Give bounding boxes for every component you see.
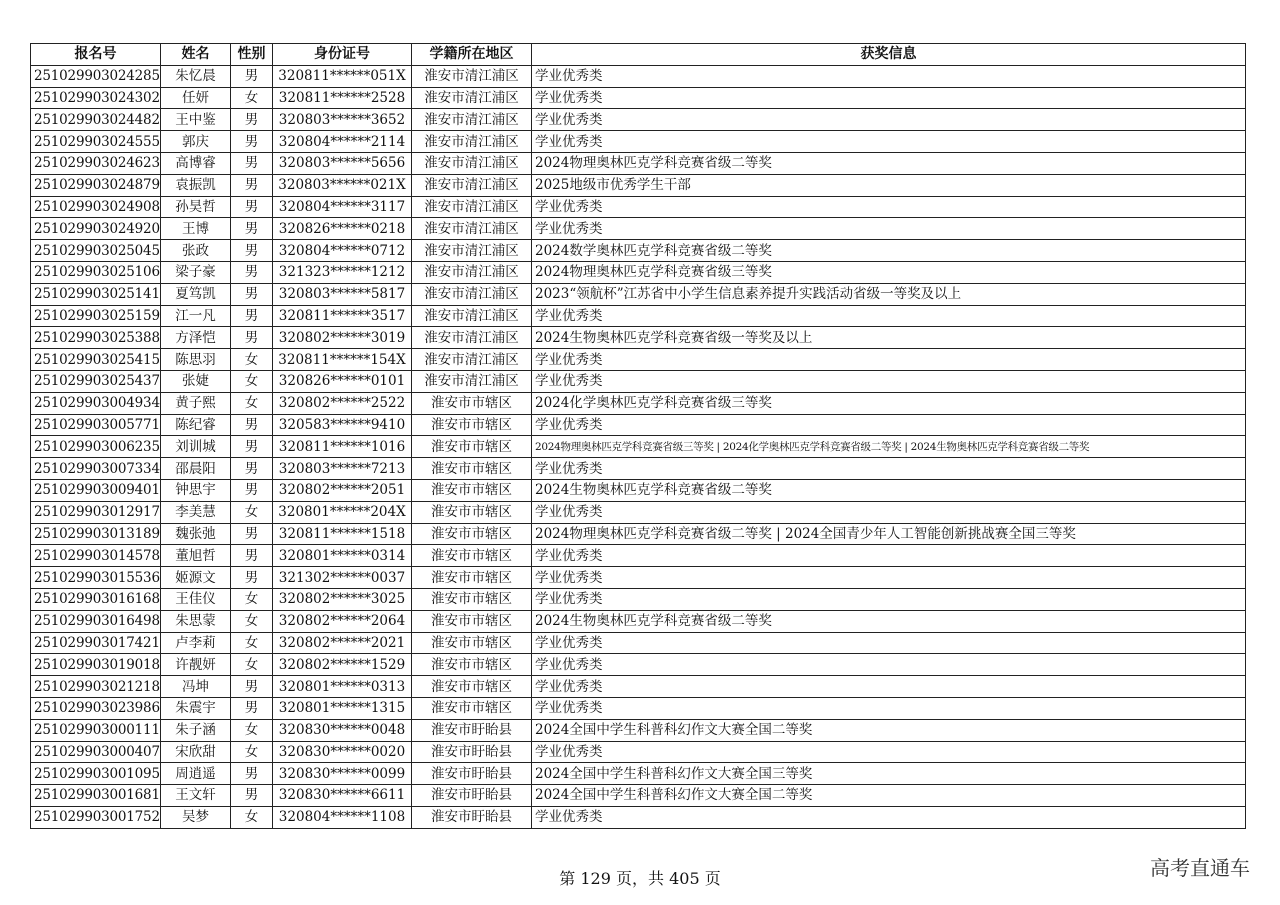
cell-name: 郭庆 (161, 131, 231, 153)
cell-region: 淮安市市辖区 (412, 588, 532, 610)
cell-registration-no: 251029903023986 (31, 697, 161, 719)
header-registration-no: 报名号 (31, 44, 161, 66)
cell-registration-no: 251029903024482 (31, 109, 161, 131)
cell-region: 淮安市清江浦区 (412, 65, 532, 87)
cell-region: 淮安市市辖区 (412, 654, 532, 676)
table-row (31, 610, 1246, 632)
cell-name: 王博 (161, 218, 231, 240)
cell-registration-no: 251029903024879 (31, 174, 161, 196)
table-body (31, 65, 1246, 828)
cell-name: 刘训城 (161, 436, 231, 458)
cell-name: 王中鉴 (161, 109, 231, 131)
cell-registration-no: 251029903024623 (31, 152, 161, 174)
cell-registration-no: 251029903005771 (31, 414, 161, 436)
cell-region: 淮安市市辖区 (412, 610, 532, 632)
cell-registration-no: 251029903012917 (31, 501, 161, 523)
cell-registration-no: 251029903000111 (31, 719, 161, 741)
cell-sex: 女 (231, 719, 273, 741)
cell-award: 学业优秀类 (532, 196, 1246, 218)
cell-region: 淮安市盱眙县 (412, 785, 532, 807)
table-row (31, 349, 1246, 371)
table-row (31, 196, 1246, 218)
cell-registration-no: 251029903024555 (31, 131, 161, 153)
cell-name: 张政 (161, 240, 231, 262)
cell-registration-no: 251029903001752 (31, 806, 161, 828)
table-row (31, 632, 1246, 654)
cell-id-card: 320802******2021 (273, 632, 412, 654)
cell-award: 2024生物奥林匹克学科竞赛省级一等奖及以上 (532, 327, 1246, 349)
table-row (31, 436, 1246, 458)
cell-region: 淮安市市辖区 (412, 479, 532, 501)
cell-id-card: 320801******204X (273, 501, 412, 523)
table-row (31, 174, 1246, 196)
cell-id-card: 320583******9410 (273, 414, 412, 436)
cell-region: 淮安市清江浦区 (412, 131, 532, 153)
cell-name: 邵晨阳 (161, 458, 231, 480)
cell-award: 2025地级市优秀学生干部 (532, 174, 1246, 196)
cell-name: 高博睿 (161, 152, 231, 174)
cell-name: 朱忆晨 (161, 65, 231, 87)
cell-award: 学业优秀类 (532, 697, 1246, 719)
table-row (31, 414, 1246, 436)
cell-name: 魏张弛 (161, 523, 231, 545)
table-row (31, 697, 1246, 719)
cell-name: 卢李莉 (161, 632, 231, 654)
cell-region: 淮安市清江浦区 (412, 174, 532, 196)
cell-sex: 女 (231, 87, 273, 109)
watermark-logo: 高考直通车 (1150, 856, 1250, 880)
cell-sex: 女 (231, 610, 273, 632)
cell-sex: 男 (231, 174, 273, 196)
cell-region: 淮安市清江浦区 (412, 349, 532, 371)
cell-award: 2024全国中学生科普科幻作文大赛全国二等奖 (532, 719, 1246, 741)
cell-award: 学业优秀类 (532, 632, 1246, 654)
cell-sex: 男 (231, 65, 273, 87)
cell-region: 淮安市盱眙县 (412, 806, 532, 828)
cell-region: 淮安市盱眙县 (412, 741, 532, 763)
cell-registration-no: 251029903025159 (31, 305, 161, 327)
cell-award: 学业优秀类 (532, 676, 1246, 698)
cell-registration-no: 251029903007334 (31, 458, 161, 480)
cell-award: 2024化学奥林匹克学科竞赛省级三等奖 (532, 392, 1246, 414)
header-name: 姓名 (161, 44, 231, 66)
cell-id-card: 320811******2528 (273, 87, 412, 109)
header-id-card: 身份证号 (273, 44, 412, 66)
cell-award: 2024物理奥林匹克学科竞赛省级二等奖 | 2024全国青少年人工智能创新挑战赛全国三等奖 (532, 523, 1246, 545)
header-award: 获奖信息 (532, 44, 1246, 66)
table-row (31, 283, 1246, 305)
cell-region: 淮安市清江浦区 (412, 305, 532, 327)
cell-name: 方泽恺 (161, 327, 231, 349)
cell-sex: 男 (231, 436, 273, 458)
cell-name: 袁振凯 (161, 174, 231, 196)
cell-award: 2024物理奥林匹克学科竞赛省级二等奖 (532, 152, 1246, 174)
cell-id-card: 320802******3019 (273, 327, 412, 349)
cell-sex: 男 (231, 414, 273, 436)
cell-id-card: 320801******1315 (273, 697, 412, 719)
cell-sex: 男 (231, 479, 273, 501)
cell-sex: 男 (231, 109, 273, 131)
cell-sex: 男 (231, 261, 273, 283)
cell-region: 淮安市市辖区 (412, 523, 532, 545)
cell-award: 2024全国中学生科普科幻作文大赛全国三等奖 (532, 763, 1246, 785)
cell-sex: 男 (231, 523, 273, 545)
cell-sex: 男 (231, 545, 273, 567)
cell-sex: 男 (231, 240, 273, 262)
cell-id-card: 320801******0314 (273, 545, 412, 567)
cell-sex: 男 (231, 152, 273, 174)
cell-registration-no: 251029903025045 (31, 240, 161, 262)
cell-id-card: 320803******021X (273, 174, 412, 196)
cell-region: 淮安市盱眙县 (412, 719, 532, 741)
cell-id-card: 320801******0313 (273, 676, 412, 698)
cell-region: 淮安市清江浦区 (412, 283, 532, 305)
cell-id-card: 320802******1529 (273, 654, 412, 676)
cell-registration-no: 251029903024302 (31, 87, 161, 109)
cell-id-card: 320830******6611 (273, 785, 412, 807)
cell-id-card: 320811******1016 (273, 436, 412, 458)
cell-award: 学业优秀类 (532, 501, 1246, 523)
table-row (31, 87, 1246, 109)
cell-registration-no: 251029903025437 (31, 370, 161, 392)
cell-registration-no: 251029903024908 (31, 196, 161, 218)
cell-region: 淮安市清江浦区 (412, 261, 532, 283)
cell-name: 张婕 (161, 370, 231, 392)
table-row (31, 218, 1246, 240)
cell-region: 淮安市市辖区 (412, 632, 532, 654)
page-number: 第 129 页，共 405 页 (559, 869, 721, 888)
cell-sex: 男 (231, 676, 273, 698)
cell-registration-no: 251029903025106 (31, 261, 161, 283)
cell-id-card: 320803******5817 (273, 283, 412, 305)
table-row (31, 65, 1246, 87)
cell-award: 2024物理奥林匹克学科竞赛省级三等奖 | 2024化学奥林匹克学科竞赛省级二等奖 | 2024生物奥林匹克学科竞赛省级二等奖 (532, 436, 1246, 458)
cell-registration-no: 251029903000407 (31, 741, 161, 763)
cell-id-card: 320811******1518 (273, 523, 412, 545)
cell-name: 董旭哲 (161, 545, 231, 567)
table-row (31, 588, 1246, 610)
cell-name: 李美慧 (161, 501, 231, 523)
cell-award: 学业优秀类 (532, 654, 1246, 676)
cell-id-card: 320804******1108 (273, 806, 412, 828)
table-row (31, 763, 1246, 785)
cell-sex: 女 (231, 632, 273, 654)
cell-region: 淮安市市辖区 (412, 501, 532, 523)
cell-region: 淮安市市辖区 (412, 545, 532, 567)
cell-id-card: 320803******3652 (273, 109, 412, 131)
table-row (31, 305, 1246, 327)
cell-id-card: 320803******5656 (273, 152, 412, 174)
table-row (31, 676, 1246, 698)
cell-registration-no: 251029903014578 (31, 545, 161, 567)
table-row (31, 392, 1246, 414)
table-row (31, 327, 1246, 349)
cell-region: 淮安市市辖区 (412, 436, 532, 458)
cell-registration-no: 251029903017421 (31, 632, 161, 654)
cell-id-card: 320830******0020 (273, 741, 412, 763)
cell-registration-no: 251029903015536 (31, 567, 161, 589)
cell-name: 孙昊哲 (161, 196, 231, 218)
table-row (31, 567, 1246, 589)
cell-registration-no: 251029903001095 (31, 763, 161, 785)
cell-name: 钟思宇 (161, 479, 231, 501)
cell-id-card: 320826******0101 (273, 370, 412, 392)
cell-region: 淮安市清江浦区 (412, 87, 532, 109)
roster-table (30, 43, 1246, 829)
cell-region: 淮安市清江浦区 (412, 218, 532, 240)
cell-award: 学业优秀类 (532, 370, 1246, 392)
cell-registration-no: 251029903009401 (31, 479, 161, 501)
cell-name: 许靓妍 (161, 654, 231, 676)
cell-sex: 男 (231, 218, 273, 240)
cell-award: 学业优秀类 (532, 588, 1246, 610)
cell-id-card: 320811******3517 (273, 305, 412, 327)
table-row (31, 109, 1246, 131)
cell-name: 梁子豪 (161, 261, 231, 283)
cell-award: 学业优秀类 (532, 109, 1246, 131)
cell-award: 学业优秀类 (532, 131, 1246, 153)
cell-id-card: 320804******2114 (273, 131, 412, 153)
table-row (31, 501, 1246, 523)
cell-award: 2024生物奥林匹克学科竞赛省级二等奖 (532, 610, 1246, 632)
cell-id-card: 320802******2522 (273, 392, 412, 414)
table-row (31, 479, 1246, 501)
cell-award: 2024全国中学生科普科幻作文大赛全国二等奖 (532, 785, 1246, 807)
cell-sex: 女 (231, 349, 273, 371)
cell-sex: 男 (231, 196, 273, 218)
cell-sex: 女 (231, 588, 273, 610)
cell-registration-no: 251029903016498 (31, 610, 161, 632)
cell-region: 淮安市清江浦区 (412, 152, 532, 174)
cell-name: 朱子涵 (161, 719, 231, 741)
cell-award: 学业优秀类 (532, 545, 1246, 567)
cell-id-card: 320826******0218 (273, 218, 412, 240)
table-row (31, 152, 1246, 174)
table-row (31, 131, 1246, 153)
cell-name: 黄子熙 (161, 392, 231, 414)
cell-name: 王佳仪 (161, 588, 231, 610)
cell-registration-no: 251029903025415 (31, 349, 161, 371)
table-row (31, 545, 1246, 567)
cell-region: 淮安市市辖区 (412, 458, 532, 480)
cell-id-card: 320804******0712 (273, 240, 412, 262)
cell-region: 淮安市清江浦区 (412, 109, 532, 131)
cell-sex: 男 (231, 305, 273, 327)
cell-id-card: 320802******3025 (273, 588, 412, 610)
cell-sex: 男 (231, 283, 273, 305)
cell-sex: 男 (231, 567, 273, 589)
cell-id-card: 320802******2051 (273, 479, 412, 501)
cell-sex: 女 (231, 392, 273, 414)
cell-id-card: 321302******0037 (273, 567, 412, 589)
cell-id-card: 321323******1212 (273, 261, 412, 283)
cell-award: 2024数学奥林匹克学科竞赛省级二等奖 (532, 240, 1246, 262)
cell-sex: 男 (231, 697, 273, 719)
cell-region: 淮安市清江浦区 (412, 240, 532, 262)
cell-registration-no: 251029903013189 (31, 523, 161, 545)
cell-region: 淮安市市辖区 (412, 567, 532, 589)
table-row (31, 240, 1246, 262)
cell-sex: 女 (231, 501, 273, 523)
cell-sex: 女 (231, 370, 273, 392)
table-row (31, 785, 1246, 807)
cell-name: 姬源文 (161, 567, 231, 589)
cell-award: 学业优秀类 (532, 806, 1246, 828)
cell-registration-no: 251029903016168 (31, 588, 161, 610)
cell-name: 夏笃凯 (161, 283, 231, 305)
cell-region: 淮安市清江浦区 (412, 196, 532, 218)
cell-sex: 男 (231, 327, 273, 349)
cell-region: 淮安市盱眙县 (412, 763, 532, 785)
cell-name: 陈纪睿 (161, 414, 231, 436)
cell-award: 2024物理奥林匹克学科竞赛省级三等奖 (532, 261, 1246, 283)
cell-sex: 女 (231, 741, 273, 763)
cell-id-card: 320804******3117 (273, 196, 412, 218)
cell-registration-no: 251029903025141 (31, 283, 161, 305)
cell-region: 淮安市市辖区 (412, 414, 532, 436)
table-row (31, 654, 1246, 676)
cell-id-card: 320803******7213 (273, 458, 412, 480)
cell-registration-no: 251029903019018 (31, 654, 161, 676)
cell-name: 周逍遥 (161, 763, 231, 785)
cell-region: 淮安市市辖区 (412, 697, 532, 719)
table-row (31, 741, 1246, 763)
cell-sex: 男 (231, 458, 273, 480)
cell-name: 江一凡 (161, 305, 231, 327)
table-row (31, 523, 1246, 545)
cell-name: 陈思羽 (161, 349, 231, 371)
cell-award: 学业优秀类 (532, 305, 1246, 327)
cell-name: 吴梦 (161, 806, 231, 828)
cell-name: 宋欣甜 (161, 741, 231, 763)
cell-id-card: 320811******154X (273, 349, 412, 371)
cell-id-card: 320830******0048 (273, 719, 412, 741)
cell-name: 冯坤 (161, 676, 231, 698)
cell-region: 淮安市市辖区 (412, 392, 532, 414)
cell-sex: 男 (231, 131, 273, 153)
cell-registration-no: 251029903021218 (31, 676, 161, 698)
cell-award: 学业优秀类 (532, 458, 1246, 480)
cell-registration-no: 251029903001681 (31, 785, 161, 807)
table-row (31, 261, 1246, 283)
cell-registration-no: 251029903006235 (31, 436, 161, 458)
cell-registration-no: 251029903024920 (31, 218, 161, 240)
cell-region: 淮安市市辖区 (412, 676, 532, 698)
cell-region: 淮安市清江浦区 (412, 370, 532, 392)
cell-award: 学业优秀类 (532, 414, 1246, 436)
cell-award: 2024生物奥林匹克学科竞赛省级二等奖 (532, 479, 1246, 501)
table-row (31, 370, 1246, 392)
table-row (31, 719, 1246, 741)
cell-sex: 女 (231, 806, 273, 828)
cell-registration-no: 251029903024285 (31, 65, 161, 87)
cell-name: 王文轩 (161, 785, 231, 807)
cell-id-card: 320830******0099 (273, 763, 412, 785)
cell-name: 朱思蒙 (161, 610, 231, 632)
cell-award: 学业优秀类 (532, 65, 1246, 87)
table-row (31, 458, 1246, 480)
cell-sex: 男 (231, 763, 273, 785)
cell-name: 朱震宇 (161, 697, 231, 719)
cell-registration-no: 251029903004934 (31, 392, 161, 414)
cell-award: 2023“领航杯”江苏省中小学生信息素养提升实践活动省级一等奖及以上 (532, 283, 1246, 305)
table-row (31, 806, 1246, 828)
header-sex: 性别 (231, 44, 273, 66)
cell-sex: 女 (231, 654, 273, 676)
cell-award: 学业优秀类 (532, 741, 1246, 763)
cell-id-card: 320802******2064 (273, 610, 412, 632)
cell-award: 学业优秀类 (532, 567, 1246, 589)
cell-sex: 男 (231, 785, 273, 807)
cell-award: 学业优秀类 (532, 87, 1246, 109)
cell-region: 淮安市清江浦区 (412, 327, 532, 349)
table-header-row (31, 44, 1246, 66)
cell-name: 任妍 (161, 87, 231, 109)
cell-award: 学业优秀类 (532, 349, 1246, 371)
cell-award: 学业优秀类 (532, 218, 1246, 240)
header-region: 学籍所在地区 (412, 44, 532, 66)
cell-registration-no: 251029903025388 (31, 327, 161, 349)
cell-id-card: 320811******051X (273, 65, 412, 87)
